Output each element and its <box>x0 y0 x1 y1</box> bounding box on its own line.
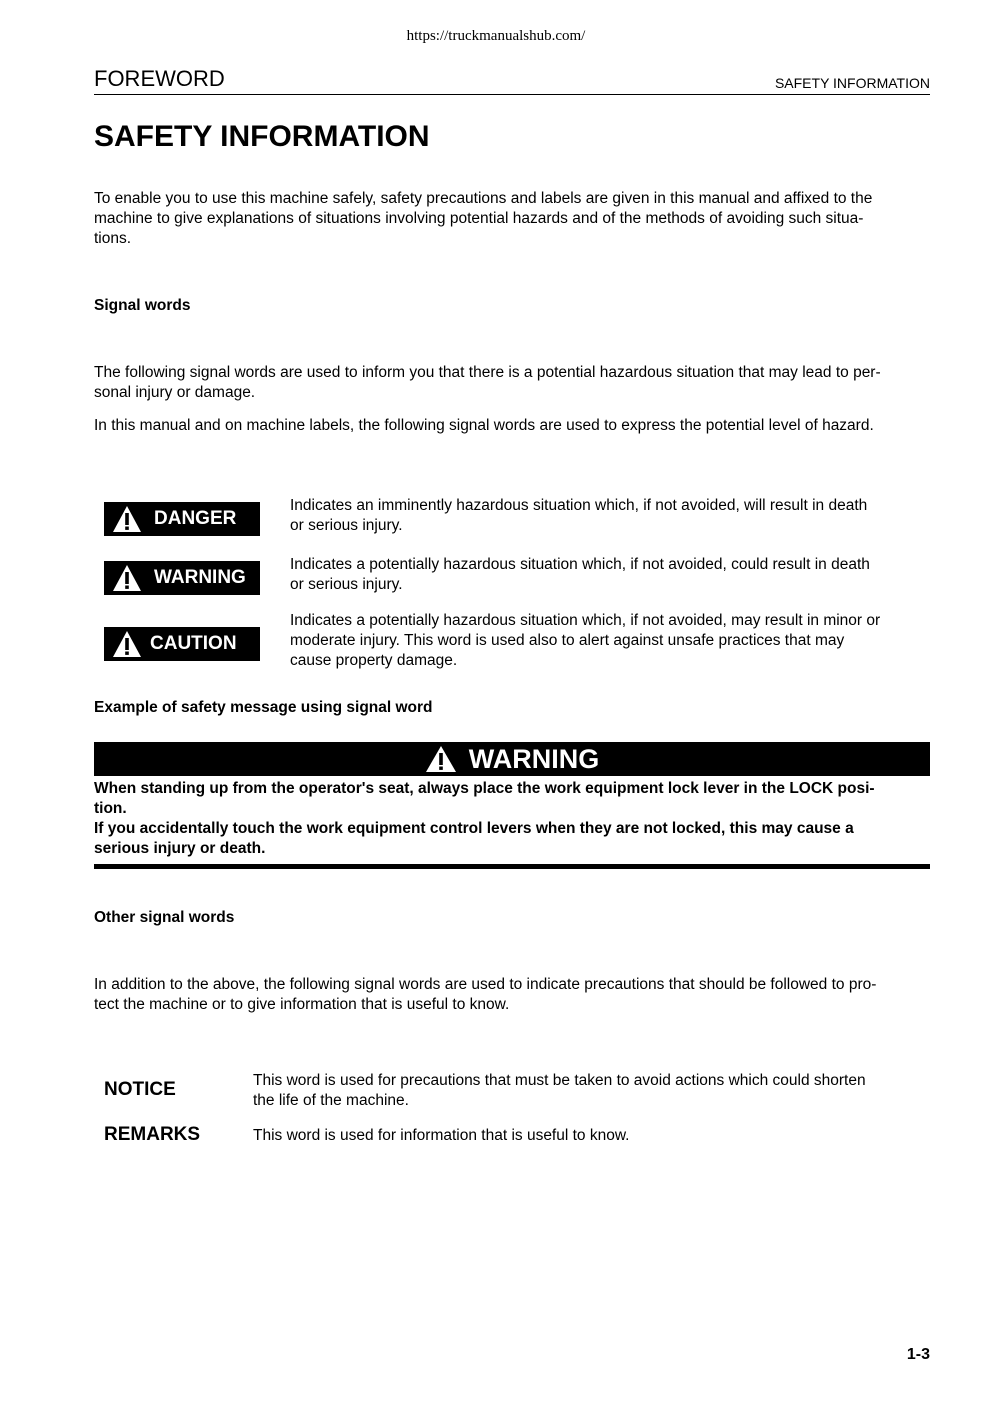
paragraph-line: tect the machine or to give information that is useful to know. <box>94 996 510 1013</box>
intro-line: machine to give explanations of situations involving potential hazards and of the methods of avoiding such situa- <box>94 210 864 227</box>
caution-text: CAUTION <box>150 633 237 654</box>
caution-label <box>104 627 260 661</box>
source-url: https://truckmanualshub.com/ <box>406 28 586 44</box>
paragraph-line: The following signal words are used to inform you that there is a potential hazardous situation that may lead to per- <box>94 364 881 381</box>
warning-triangle-icon <box>425 745 457 773</box>
warning-triangle-icon <box>112 505 142 533</box>
paragraph-line: sonal injury or damage. <box>94 384 256 401</box>
message-line: If you accidentally touch the work equipment control levers when they are not locked, this may cause a <box>94 820 854 837</box>
warning-text: WARNING <box>154 567 246 588</box>
message-line: When standing up from the operator's seat, always place the work equipment lock lever in the LOCK posi- <box>94 780 875 797</box>
other-signal-words-paragraph <box>94 975 930 1015</box>
warning-description <box>290 555 930 595</box>
notice-description <box>253 1071 923 1111</box>
description-line: This word is used for information that is useful to know. <box>253 1127 630 1144</box>
description-line: or serious injury. <box>290 517 403 534</box>
header-rule <box>94 94 930 95</box>
intro-paragraph <box>94 189 930 249</box>
danger-label <box>104 502 260 536</box>
description-line: or serious injury. <box>290 576 403 593</box>
signal-words-paragraph <box>94 363 930 403</box>
remarks-description <box>253 1126 923 1146</box>
warning-message <box>94 779 930 859</box>
description-line: the life of the machine. <box>253 1092 409 1109</box>
message-line: tion. <box>94 800 127 817</box>
topic-header: SAFETY INFORMATION <box>774 75 930 91</box>
notice-label: NOTICE <box>104 1079 176 1100</box>
example-heading: Example of safety message using signal word <box>94 699 433 716</box>
signal-words-paragraph-2: In this manual and on machine labels, the following signal words are used to express the potential level of hazard. <box>94 417 874 434</box>
caution-description <box>290 611 930 671</box>
message-line: serious injury or death. <box>94 840 266 857</box>
section-header: FOREWORD <box>94 66 225 91</box>
description-line: Indicates a potentially hazardous situation which, if not avoided, may result in minor or <box>290 612 881 629</box>
warning-bottom-rule <box>94 864 930 869</box>
description-line: cause property damage. <box>290 652 458 669</box>
description-line: moderate injury. This word is used also to alert against unsafe practices that may <box>290 632 845 649</box>
warning-banner <box>94 742 930 776</box>
warning-banner-text: WARNING <box>468 743 600 774</box>
page-title: SAFETY INFORMATION <box>94 120 430 153</box>
description-line: Indicates an imminently hazardous situation which, if not avoided, will result in death <box>290 497 868 514</box>
warning-triangle-icon <box>112 630 142 658</box>
warning-triangle-icon <box>112 564 142 592</box>
description-line: Indicates a potentially hazardous situation which, if not avoided, could result in death <box>290 556 870 573</box>
paragraph-line: In addition to the above, the following signal words are used to indicate precautions that should be followed to pro- <box>94 976 877 993</box>
signal-words-heading: Signal words <box>94 297 191 314</box>
danger-text: DANGER <box>154 508 237 529</box>
other-signal-words-heading: Other signal words <box>94 909 235 926</box>
danger-description <box>290 496 930 536</box>
warning-label <box>104 561 260 595</box>
intro-line: tions. <box>94 230 132 247</box>
remarks-label: REMARKS <box>104 1124 201 1145</box>
intro-line: To enable you to use this machine safely, safety precautions and labels are given in this manual and affixed to the <box>94 190 873 207</box>
description-line: This word is used for precautions that must be taken to avoid actions which could shorten <box>253 1072 866 1089</box>
page-number: 1-3 <box>906 1346 930 1363</box>
